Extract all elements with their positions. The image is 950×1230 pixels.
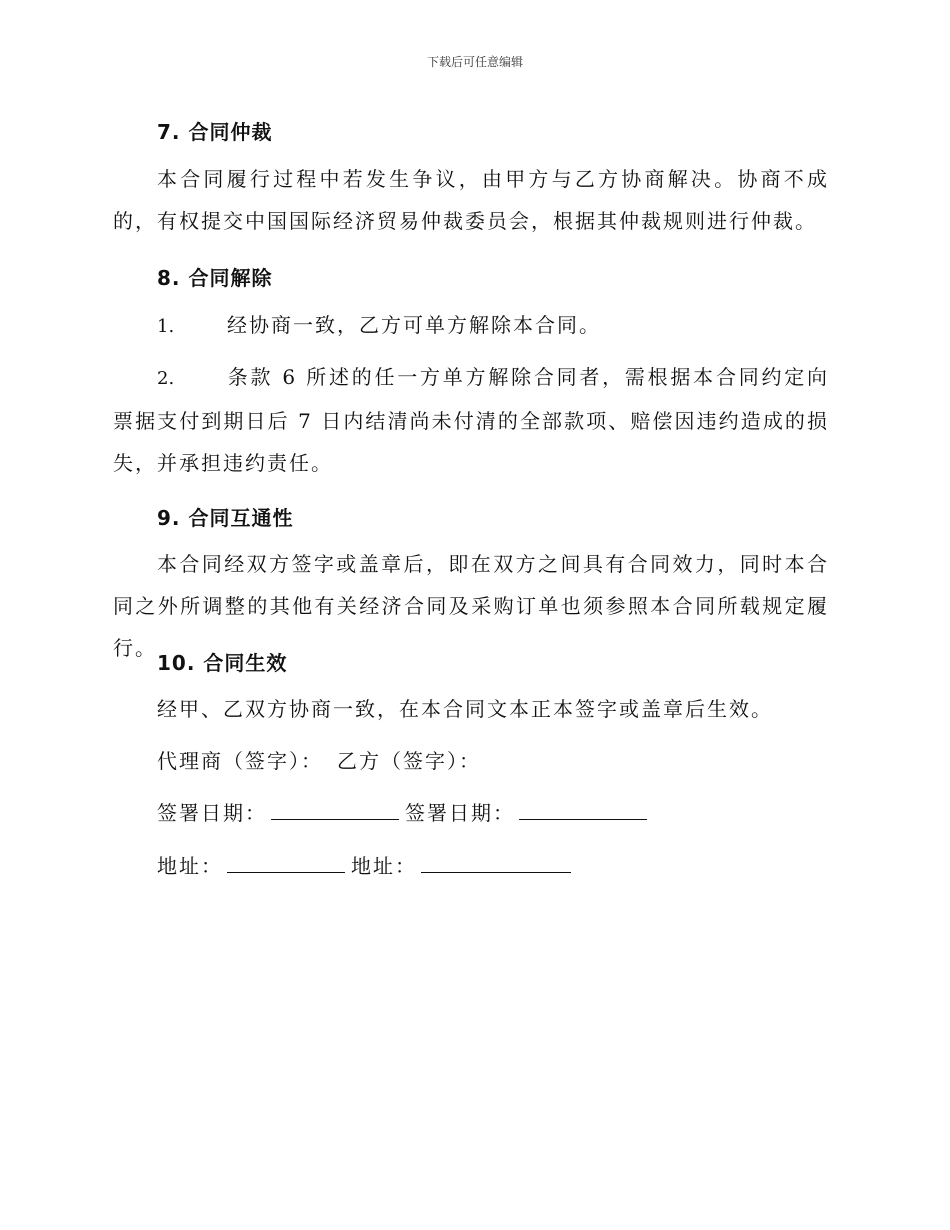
address-label-1: 地址： <box>157 854 223 878</box>
section-9-title: 9. 合同互通性 <box>157 506 294 530</box>
section-8-item-1-text: 经协商一致，乙方可单方解除本合同。 <box>227 313 601 337</box>
address-blank-1[interactable] <box>227 852 345 873</box>
signature-line <box>157 746 481 776</box>
section-10-paragraph: 经甲、乙双方协商一致，在本合同文本正本签字或盖章后生效。 <box>157 697 773 721</box>
section-9-paragraph: 本合同经双方签字或盖章后，即在双方之间具有合同效力，同时本合同之外所调整的其他有关经济合同及采购订单也须参照本合同所载规定履行。 <box>113 552 829 660</box>
section-7-paragraph: 本合同履行过程中若发生争议，由甲方与乙方协商解决。协商不成的，有权提交中国国际经济贸易仲裁委员会，根据其仲裁规则进行仲裁。 <box>113 167 829 233</box>
section-8-item-1-number: 1. <box>157 316 175 337</box>
agent-signature-label: 代理商（签字）： <box>157 749 323 773</box>
date-line <box>157 798 653 828</box>
date-blank-2[interactable] <box>519 799 647 820</box>
date-label-2: 签署日期： <box>405 801 515 825</box>
address-label-2: 地址： <box>351 854 417 878</box>
section-10-title: 10. 合同生效 <box>157 651 288 675</box>
section-8-title: 8. 合同解除 <box>157 266 273 290</box>
section-7-title: 7. 合同仲裁 <box>157 120 273 144</box>
section-8-item-2-number: 2. <box>157 368 175 389</box>
date-label-1: 签署日期： <box>157 801 267 825</box>
date-blank-1[interactable] <box>271 799 399 820</box>
address-line <box>157 851 577 881</box>
address-blank-2[interactable] <box>421 852 571 873</box>
party-b-signature-label: 乙方（签字）： <box>337 749 481 773</box>
section-8-item-2-text: 条款 6 所述的任一方单方解除合同者，需根据本合同约定向票据支付到期日后 7 日内结清尚未付清的全部款项、赔偿因违约造成的损失，并承担违约责任。 <box>113 365 829 475</box>
page-header: 下载后可任意编辑 <box>426 55 523 69</box>
section-8-item-2 <box>113 356 829 484</box>
section-8-item-1 <box>113 304 829 348</box>
